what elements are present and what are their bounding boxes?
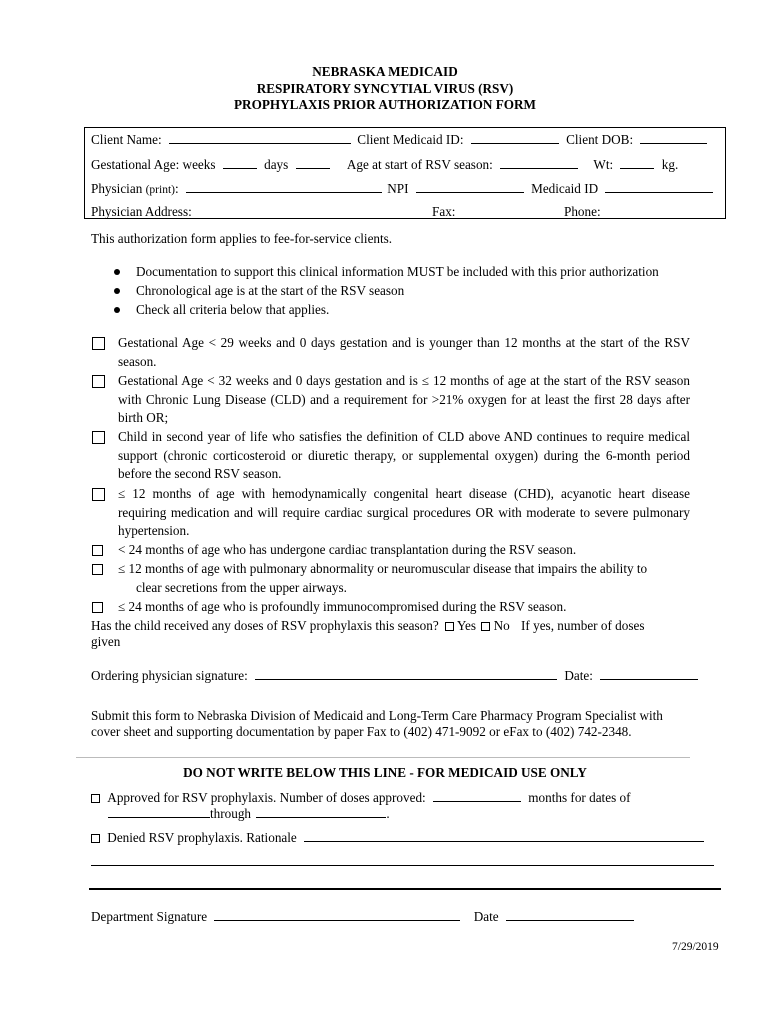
ordering-date-label: Date: (564, 668, 593, 683)
criteria-2-text: Gestational Age < 32 weeks and 0 days gestation and is ≤ 12 months of age at the start of the RSV season with Chronic Lung Disease (CLD) and a requirement for >21% oxygen for at least the first 28 days after birth OR; (118, 373, 690, 426)
medicaid-id-field[interactable] (605, 180, 713, 193)
rationale-field-continued[interactable] (91, 865, 714, 866)
doses-question-text: Has the child received any doses of RSV prophylaxis this season? (91, 618, 439, 633)
thick-separator-line (89, 888, 721, 890)
fax-label: Fax: (432, 204, 456, 219)
doses-approved-field[interactable] (433, 789, 521, 802)
days-label: days (264, 157, 289, 172)
criteria-1-checkbox[interactable] (92, 337, 105, 350)
approved-label: Approved for RSV prophylaxis. Number of doses approved: (107, 790, 426, 805)
through-label: through (210, 806, 252, 821)
department-date-field[interactable] (506, 908, 634, 921)
phone-label: Phone: (564, 204, 601, 219)
gestational-weeks-field[interactable] (223, 156, 257, 169)
criteria-3-text: Child in second year of life who satisfies the definition of CLD above AND continues to require medical support (chronic corticosteroid or diuretic therapy, or supplemental oxygen) during the 6-month period before the second RSV season. (118, 429, 690, 482)
bullet-item: Chronological age is at the start of the RSV season (136, 283, 405, 298)
print-label: (print) (145, 184, 175, 196)
criteria-7-checkbox[interactable] (92, 602, 103, 613)
physician-colon: : (174, 181, 179, 196)
physician-name-field[interactable] (186, 180, 382, 193)
footer-date: 7/29/2019 (672, 941, 719, 953)
client-medicaid-id-label: Client Medicaid ID: (357, 132, 464, 147)
department-signature-field[interactable] (214, 908, 460, 921)
age-at-start-label: Age at start of RSV season: (346, 157, 493, 172)
client-medicaid-id-field[interactable] (471, 131, 559, 144)
physician-label: Physician (91, 181, 143, 196)
bullet-dot (114, 307, 120, 313)
client-dob-label: Client DOB: (566, 132, 634, 147)
denied-label: Denied RSV prophylaxis. Rationale (107, 830, 297, 845)
medicaid-use-heading: DO NOT WRITE BELOW THIS LINE - FOR MEDICAID USE ONLY (183, 765, 587, 780)
department-signature-row (91, 908, 634, 925)
age-at-start-field[interactable] (500, 156, 578, 169)
client-name-field[interactable] (169, 131, 351, 144)
doses-question (91, 618, 644, 634)
medicaid-id-label: Medicaid ID (531, 181, 599, 196)
bullet-item: Check all criteria below that applies. (136, 302, 330, 317)
title-line-1: NEBRASKA MEDICAID (312, 64, 458, 79)
denied-checkbox[interactable] (91, 834, 100, 843)
doses-yes-label: Yes (456, 618, 477, 633)
criteria-5-text: < 24 months of age who has undergone cardiac transplantation during the RSV season. (118, 542, 577, 557)
criteria-2-checkbox[interactable] (92, 375, 105, 388)
bullet-item: Documentation to support this clinical information MUST be included with this prior authorization (136, 264, 659, 279)
title-line-3: PROPHYLAXIS PRIOR AUTHORIZATION FORM (234, 97, 536, 112)
bullet-dot (114, 288, 120, 294)
client-name-label: Client Name: (91, 132, 162, 147)
intro-text: This authorization form applies to fee-for-service clients. (91, 231, 393, 246)
department-date-label: Date (473, 909, 499, 924)
gestational-days-field[interactable] (296, 156, 330, 169)
date-to-field[interactable] (256, 805, 386, 818)
ordering-signature-label: Ordering physician signature: (91, 668, 248, 683)
wt-label: Wt: (593, 157, 614, 172)
department-signature-label: Department Signature (91, 909, 208, 924)
ordering-signature-field[interactable] (255, 667, 557, 680)
separator-line (76, 757, 690, 758)
submit-line-1: Submit this form to Nebraska Division of Medicaid and Long-Term Care Pharmacy Program Specialist with (91, 708, 663, 723)
form-title (0, 64, 770, 114)
doses-yes-checkbox[interactable] (445, 622, 454, 631)
bullet-dot (114, 269, 120, 275)
doses-if-yes-label: If yes, number of doses (521, 618, 645, 633)
client-dob-field[interactable] (640, 131, 707, 144)
doses-no-checkbox[interactable] (481, 622, 490, 631)
approved-checkbox[interactable] (91, 794, 100, 803)
npi-field[interactable] (416, 180, 524, 193)
client-info-row-2 (91, 156, 678, 173)
approved-row (91, 789, 630, 806)
ordering-signature-row (91, 667, 698, 684)
doses-no-label: No (493, 618, 510, 633)
criteria-4-text: ≤ 12 months of age with hemodynamically congenital heart disease (CHD), acyanotic heart disease requiring medication and will require cardiac surgical procedures OR with moderate to severe pulmonary hypertension. (118, 486, 690, 539)
submit-line-2: cover sheet and supporting documentation by paper Fax to (402) 471-9092 or eFax to (402) 742-2348. (91, 724, 632, 739)
date-from-field[interactable] (108, 805, 210, 818)
through-period: . (386, 806, 390, 821)
denied-row (91, 829, 704, 846)
criteria-3-checkbox[interactable] (92, 431, 105, 444)
doses-given-label: given (91, 634, 121, 649)
gestational-age-label: Gestational Age: weeks (91, 157, 216, 172)
title-line-2: RESPIRATORY SYNCYTIAL VIRUS (RSV) (256, 80, 514, 96)
criteria-6-text-continued: clear secretions from the upper airways. (136, 580, 347, 595)
criteria-1-text: Gestational Age < 29 weeks and 0 days gestation and is younger than 12 months at the start of the RSV season. (118, 335, 690, 369)
npi-label: NPI (387, 181, 409, 196)
criteria-5-checkbox[interactable] (92, 545, 103, 556)
criteria-4-checkbox[interactable] (92, 488, 105, 501)
kg-label: kg. (661, 157, 679, 172)
rationale-field[interactable] (304, 829, 704, 842)
physician-address-label: Physician Address: (91, 204, 192, 219)
ordering-date-field[interactable] (600, 667, 698, 680)
client-info-row-1 (91, 131, 707, 148)
client-info-row-3 (91, 180, 713, 197)
criteria-7-text: ≤ 24 months of age who is profoundly immunocompromised during the RSV season. (118, 599, 567, 614)
criteria-6-checkbox[interactable] (92, 564, 103, 575)
months-for-dates-label: months for dates of (528, 790, 631, 805)
weight-field[interactable] (620, 156, 654, 169)
through-row (108, 805, 390, 822)
criteria-6-text: ≤ 12 months of age with pulmonary abnormality or neuromuscular disease that impairs the ability to (118, 561, 648, 576)
